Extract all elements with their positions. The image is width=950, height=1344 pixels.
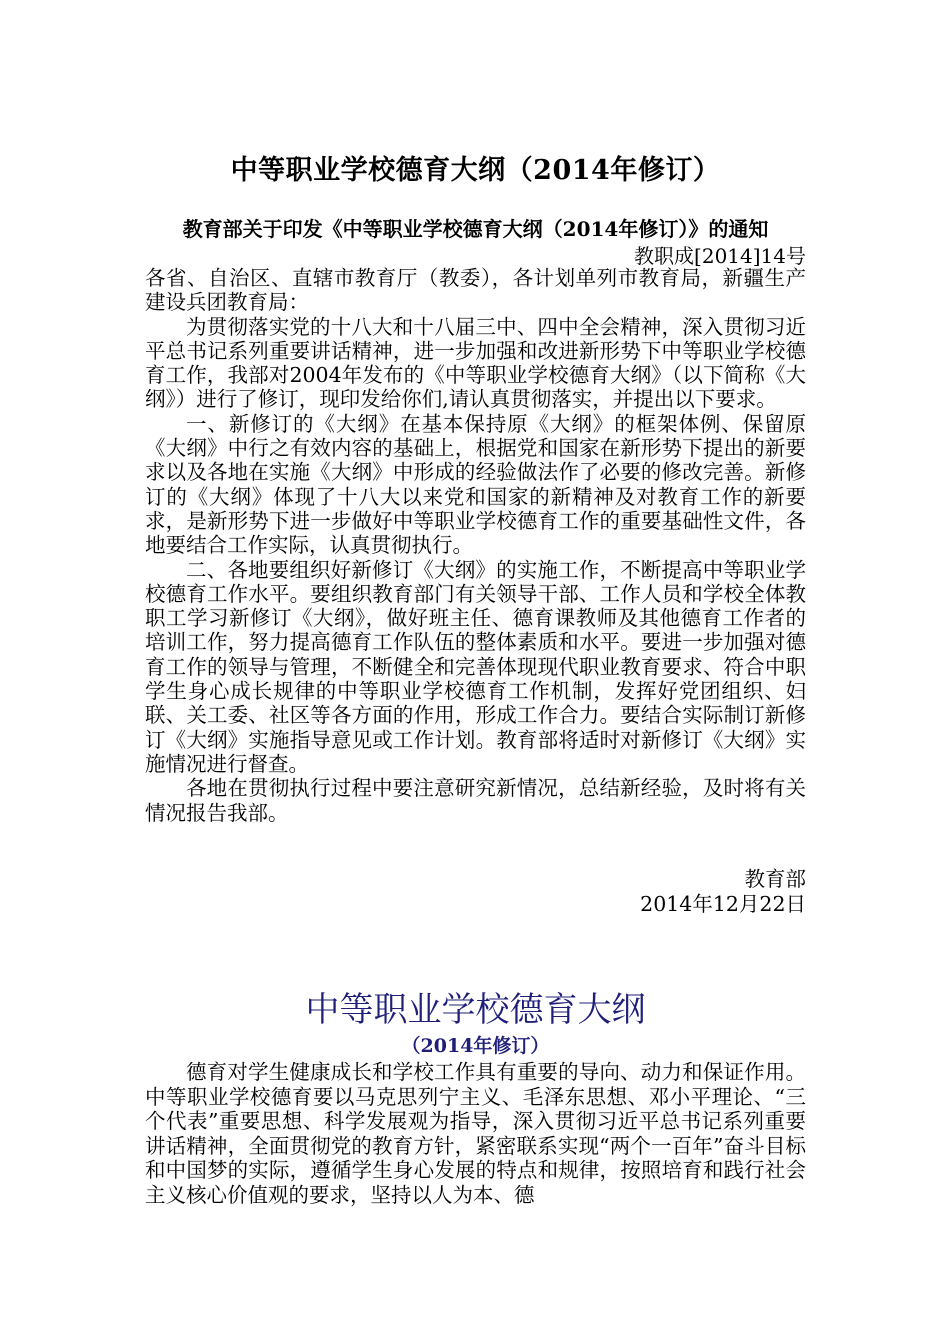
notice-body — [145, 266, 806, 825]
outline-subtitle: （2014年修订） — [401, 1035, 550, 1057]
document-number: 教职成[2014]14号 — [634, 244, 806, 268]
salutation: 各省、自治区、直辖市教育厅（教委），各计划单列市教育局，新疆生产建设兵团教育局： — [145, 266, 806, 315]
document-title: 中等职业学校德育大纲（2014年修订） — [230, 155, 721, 186]
outline-body — [145, 1060, 806, 1208]
notice-title: 教育部关于印发《中等职业学校德育大纲（2014年修订）》的通知 — [182, 217, 769, 241]
date: 2014年12月22日 — [640, 892, 806, 916]
paragraph: 各地在贯彻执行过程中要注意研究新情况，总结新经验，及时将有关情况报告我部。 — [145, 776, 806, 825]
signature-block — [640, 867, 806, 917]
paragraph: 德育对学生健康成长和学校工作具有重要的导向、动力和保证作用。中等职业学校德育要以马克思列宁主义、毛泽东思想、邓小平理论、“三个代表”重要思想、科学发展观为指导，深入贯彻习近平总书记系列重要讲话精神，全面贯彻党的教育方针，紧密联系实现“两个一百年”奋斗目标和中国梦的实际，遵循学生身心发展的特点和规律，按照培育和践行社会主义核心价值观的要求，坚持以人为本、德 — [145, 1060, 806, 1207]
paragraph: 二、各地要组织好新修订《大纲》的实施工作，不断提高中等职业学校德育工作水平。要组织教育部门有关领导干部、工作人员和学校全体教职工学习新修订《大纲》，做好班主任、德育课教师及其他德育工作者的培训工作，努力提高德育工作队伍的整体素质和水平。要进一步加强对德育工作的领导与管理，不断健全和完善体现现代职业教育要求、符合中职学生身心成长规律的中等职业学校德育工作机制，发挥好党团组织、妇联、关工委、社区等各方面的作用，形成工作合力。要结合实际制订新修订《大纲》实施指导意见或工作计划。教育部将适时对新修订《大纲》实施情况进行督查。 — [145, 557, 806, 776]
outline-title: 中等职业学校德育大纲 — [305, 990, 646, 1030]
paragraph: 一、新修订的《大纲》在基本保持原《大纲》的框架体例、保留原《大纲》中行之有效内容的基础上，根据党和国家在新形势下提出的新要求以及各地在实施《大纲》中形成的经验做法作了必要的修改完善。新修订的《大纲》体现了十八大以来党和国家的新精神及对教育工作的新要求，是新形势下进一步做好中等职业学校德育工作的重要基础性文件，各地要结合工作实际，认真贯彻执行。 — [145, 411, 806, 558]
signer: 教育部 — [744, 867, 806, 891]
paragraph: 为贯彻落实党的十八大和十八届三中、四中全会精神，深入贯彻习近平总书记系列重要讲话精神，进一步加强和改进新形势下中等职业学校德育工作，我部对2004年发布的《中等职业学校德育大纲》（以下简称《大纲》）进行了修订，现印发给你们,请认真贯彻落实，并提出以下要求。 — [145, 314, 806, 412]
